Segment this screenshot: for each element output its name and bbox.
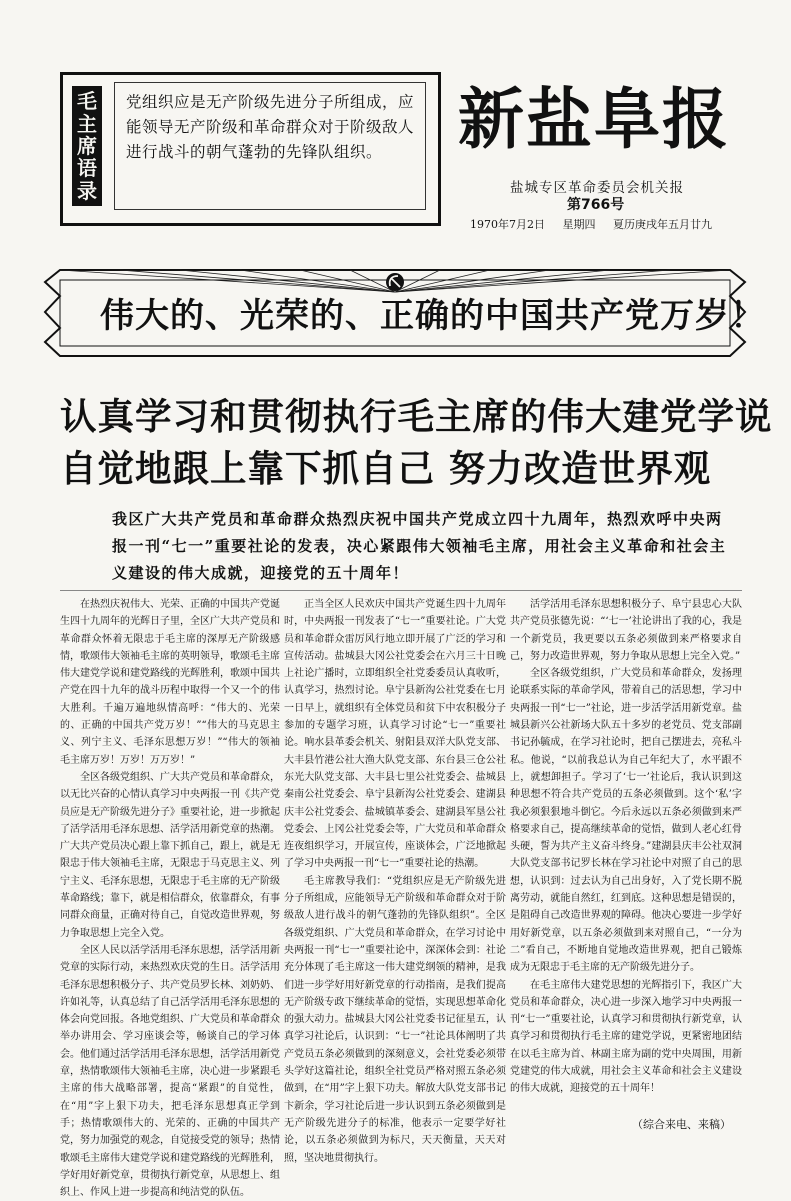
- issue-number: 第766号: [567, 197, 625, 213]
- publisher-line: 盐城专区革命委员会机关报: [510, 180, 684, 196]
- divider: [60, 590, 742, 591]
- quote-text: 党组织应是无产阶级先进分子所组成，应能领导无产阶级和革命群众对于阶级敌人进行战斗的朝气蓬勃的先锋队组织。: [126, 93, 415, 161]
- article-paragraph: 在毛主席伟大建党思想的光辉指引下，我区广大党员和革命群众，决心进一步深入地学习中央两报一刊“七一”重要社论，认真学习和贯彻执行新党章，认真学习和贯彻执行毛主席的建党学说，更紧密地团结在以毛主席为首、林副主席为副的党中央周围，用新党建党的伟大成就，用社会主义革命和社会主义建设的伟大成就，迎接党的五十周年！: [510, 979, 742, 1095]
- headline-line-2: 自觉地跟上靠下抓自己 努力改造世界观: [60, 447, 712, 490]
- article-column-3: [510, 596, 742, 1098]
- article-column-2: [284, 596, 506, 1167]
- headline-line-1: 认真学习和贯彻执行毛主席的伟大建党学说: [60, 395, 773, 438]
- article-paragraph: 在热烈庆祝伟大、光荣、正确的中国共产党诞生四十九周年的光辉日子里，全区广大共产党员和革命群众怀着无限忠于毛主席的深厚无产阶级感情，歌颂伟大领袖毛主席的英明领导，歌颂毛主席伟大建党学说和建党路线的光辉胜利，歌颂中国共产党在四十九年的战斗历程中取得一个又一个的伟大胜利。千遍万遍地纵情高呼：“伟大的、光荣的、正确的中国共产党万岁！”“伟大的马克思主义、列宁主义、毛泽东思想万岁！”“伟大的领袖毛主席万岁！万岁！万万岁！”: [60, 599, 280, 766]
- banner-slogan: 伟大的、光荣的、正确的中国共产党万岁！: [100, 296, 765, 336]
- article-paragraph: 毛主席教导我们：“党组织应是无产阶级先进分子所组成，应能领导无产阶级和革命群众对于阶级敌人进行战斗的朝气蓬勃的先锋队组织”。全区各级党组织、广大党员和革命群众，在学习讨论中央两报一刊“七一”重要社论中，深深体会到：社论充分体现了毛主席这一伟大建党纲领的精神，是我们进一步学好用好新党章的行动指南，是我们提高无产阶级专政下继续革命的觉悟，实现思想革命化的强大动力。盐城县大冈公社党委书记征星五，认真学习社论后，认识到：“七一”社论具体阐明了共产党员五条必须做到的深刻意义，会社党委必须带头学好这篇社论，组织全社党员严格对照五条必须做到，在“用”字上狠下功夫。解放大队党支部书记卞新余，学习社论后进一步认识到五条必须做到是无产阶级先进分子的标准，他表示一定要学好社论，以五条必须做到为标尺，天天衡量，天天对照，坚决地贯彻执行。: [284, 875, 506, 1164]
- article-paragraph: 全区各级党组织，广大党员和革命群众，发扬理论联系实际的革命学风，带着自己的活思想，学习中央两报一刊“七一”社论，进一步活学活用新党章。盐城县新兴公社新场大队五十多岁的老党员、党支部副书记孙毓成，在学习社论时，把自己摆进去，亮私斗私。他说，“以前我总认为自己年纪大了，水平跟不上，就想卸担子。学习了‘七一’社论后，我认识到这种思想不符合共产党员的五条必须做到。这个‘私’字我必须狠狠地斗倒它。今后永远以五条必须做到来严格要求自己，提高继续革命的觉悟，做到人老心红骨头硬，誓为共产主义奋斗终身。”建湖县庆丰公社双洞大队党支部书记罗长林在学习社论中对照了自己的思想，认识到：过去认为自己出身好，入了党长期不脱离劳动，就能自然红，红到底。这种思想是错误的，是阻碍自己改造世界观的障碍。他决心要进一步学好用好新党章，以五条必须做到来对照自己，“一分为二”看自己，不断地自觉地改造世界观，把自己锻炼成为无限忠于毛主席的无产阶级先进分子。: [510, 668, 742, 974]
- quote-label-char: 席: [77, 133, 97, 158]
- lunar-date: 夏历庚戌年五月廿九: [613, 218, 712, 231]
- lead-paragraph: 我区广大共产党员和革命群众热烈庆祝中国共产党成立四十九周年，热烈欢呼中央两报一刊“七一”重要社论的发表，决心紧跟伟大领袖毛主席，用社会主义革命和社会主义建设的伟大成就，迎接党的五十周年！: [112, 510, 727, 582]
- newspaper-title: 新盐阜报: [458, 81, 730, 158]
- quote-label-char: 语: [77, 156, 97, 181]
- source-credit: （综合来电、来稿）: [632, 1118, 731, 1131]
- article-column-1: [60, 596, 280, 1201]
- quote-label: [72, 86, 102, 206]
- article-paragraph: 全区人民以活学活用毛泽东思想，活学活用新党章的实际行动，来热烈欢庆党的生日。活学活用毛泽东思想积极分子、共产党员罗长林、刘奶奶、许如礼等，认真总结了自己活学活用毛泽东思想的体会向党回报。各地党组织、广大党员和革命群众举办讲用会、学习座谈会等，畅谈自己的学习体会。他们通过活学活用毛泽东思想，活学活用新党章，热情歌颂伟大领袖毛主席，决心进一步紧跟毛主席的伟大战略部署，提高“紧跟”的自觉性，在“用”字上狠下功夫，把毛泽东思想真正学到手；热情歌颂伟大的、光荣的、正确的中国共产党，努力加强党的观念，自觉接受党的领导；热情歌颂毛主席伟大建党学说和建党路线的光辉胜利，学好用好新党章，贯彻执行新党章，从思想上、组织上、作风上进一步提高和纯洁党的队伍。: [60, 944, 280, 1199]
- quote-label-char: 录: [77, 178, 97, 203]
- article-paragraph: 全区各级党组织、广大共产党员和革命群众，以无比兴奋的心情认真学习中央两报一刊《共产党员应是无产阶级先进分子》重要社论，进一步掀起了活学活用毛泽东思想、活学活用新党章的热潮。广大共产党员决心跟上靠下抓自己，跟上，就是无限忠于伟大领袖毛主席，无限忠于马克思主义、列宁主义、毛泽东思想，无限忠于毛主席的无产阶级革命路线；靠下，就是相信群众，依靠群众，有事同群众商量，正确对待自己，自觉改造世界观，努力争取思想上完全入党。: [60, 771, 280, 939]
- article-paragraph: 活学活用毛泽东思想积极分子、阜宁县忠心大队共产党员张德先说：“‘七一’社论讲出了我的心，我是一个新党员，我更要以五条必须做到来严格要求自己，努力改造世界观，努力争取从思想上完全入党。”: [510, 599, 742, 662]
- article-paragraph: 正当全区人民欢庆中国共产党诞生四十九周年时，中央两报一刊发表了“七一”重要社论。广大党员和革命群众雷厉风行地立即开展了广泛的学习和宣传活动。盐城县大冈公社党委会在六月三十日晚上社论广播时，立即组织全社党委委员认真收听，认真学习，热烈讨论。阜宁县新沟公社党委在七月一日早上，就组织有全体党员和贫下中农积极分子参加的专题学习班，认真学习讨论“七一”重要社论。响水县革委会机关、射阳县双洋大队党支部、大丰县竹港公社大渔大队党支部、东台县三仓公社东光大队党支部、大丰县七里公社党委会、盐城县秦南公社党委会、阜宁县新沟公社党委会、建湖县庆丰公社党委会、盐城镇革委会、建湖县军垦公社党委会、上冈公社党委会等，广大党员和革命群众连夜组织学习，开展宣传，座谈体会，广泛地掀起了学习中央两报一刊“七一”重要社论的热潮。: [284, 599, 506, 870]
- weekday: 星期四: [562, 218, 596, 231]
- dateline: [470, 216, 726, 232]
- date: 1970年7月2日: [470, 218, 545, 231]
- quote-label-char: 毛: [77, 89, 97, 114]
- quote-label-char: 主: [77, 111, 97, 136]
